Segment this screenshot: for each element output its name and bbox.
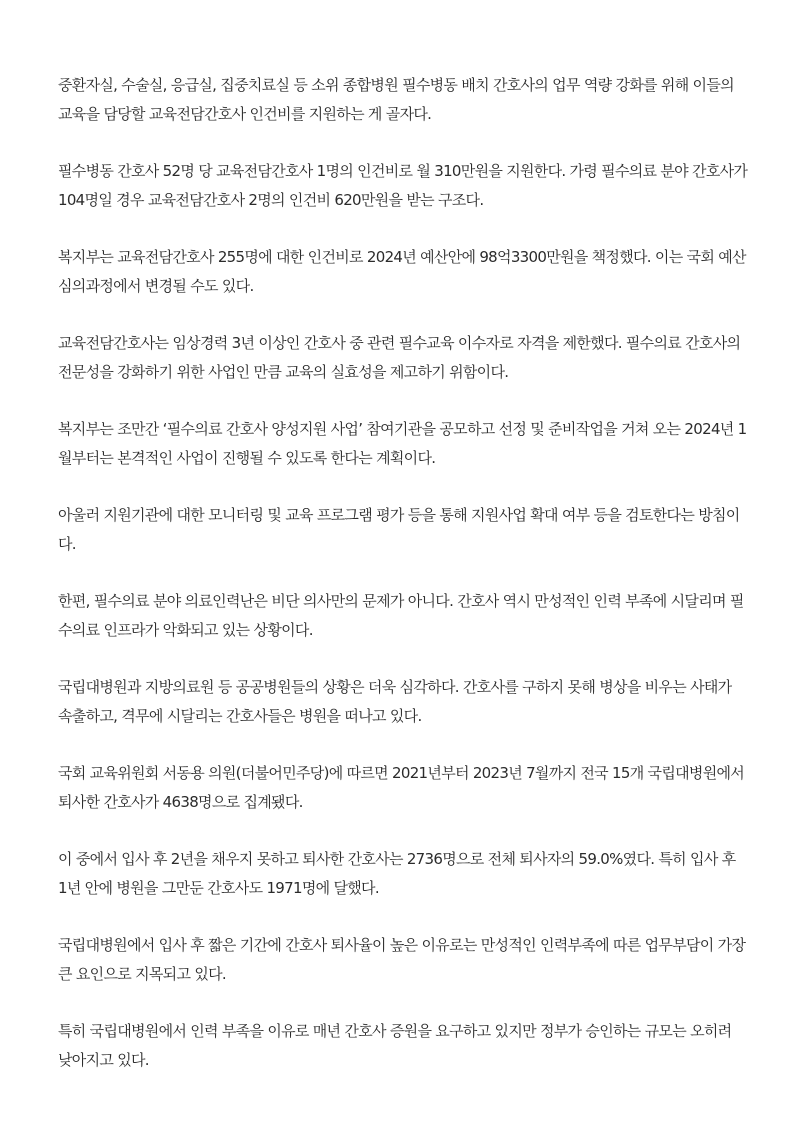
article-paragraph: 교육전담간호사는 임상경력 3년 이상인 간호사 중 관련 필수교육 이수자로 자격을 제한했다. 필수의료 간호사의 전문성을 강화하기 위한 사업인 만큼 교육의 실효성을 제고하기 위함이다. — [58, 334, 741, 381]
article-paragraph: 국립대병원에서 입사 후 짧은 기간에 간호사 퇴사율이 높은 이유로는 만성적인 인력부족에 따른 업무부담이 가장 큰 요인으로 지목되고 있다. — [58, 936, 746, 983]
article-paragraph: 중환자실, 수술실, 응급실, 집중치료실 등 소위 종합병원 필수병동 배치 간호사의 업무 역량 강화를 위해 이들의 교육을 담당할 교육전담간호사 인건비를 지원하는 게 골자다. — [58, 76, 734, 123]
article-paragraph: 이 중에서 입사 후 2년을 채우지 못하고 퇴사한 간호사는 2736명으로 전체 퇴사자의 59.0%였다. 특히 입사 후 1년 안에 병원을 그만둔 간호사도 1971명에 달했다. — [58, 850, 736, 897]
article-paragraph: 복지부는 교육전담간호사 255명에 대한 인건비로 2024년 예산안에 98억3300만원을 책정했다. 이는 국회 예산 심의과정에서 변경될 수도 있다. — [58, 248, 746, 295]
article-body — [58, 71, 748, 1103]
article-paragraph: 아울러 지원기관에 대한 모니터링 및 교육 프로그램 평가 등을 통해 지원사업 확대 여부 등을 검토한다는 방침이다. — [58, 506, 740, 553]
article-paragraph: 특히 국립대병원에서 인력 부족을 이유로 매년 간호사 증원을 요구하고 있지만 정부가 승인하는 규모는 오히려 낮아지고 있다. — [58, 1022, 732, 1069]
article-paragraph: 국립대병원과 지방의료원 등 공공병원들의 상황은 더욱 심각하다. 간호사를 구하지 못해 병상을 비우는 사태가 속출하고, 격무에 시달리는 간호사들은 병원을 떠나고 있다. — [58, 678, 732, 725]
article-paragraph: 필수병동 간호사 52명 당 교육전담간호사 1명의 인건비로 월 310만원을 지원한다. 가령 필수의료 분야 간호사가 104명일 경우 교육전담간호사 2명의 인건비 620만원을 받는 구조다. — [58, 162, 748, 209]
article-paragraph: 국회 교육위원회 서동용 의원(더불어민주당)에 따르면 2021년부터 2023년 7월까지 전국 15개 국립대병원에서 퇴사한 간호사가 4638명으로 집계됐다. — [58, 764, 745, 811]
article-paragraph: 복지부는 조만간 ‘필수의료 간호사 양성지원 사업’ 참여기관을 공모하고 선정 및 준비작업을 거쳐 오는 2024년 1월부터는 본격적인 사업이 진행될 수 있도록 한다는 계획이다. — [58, 420, 747, 467]
article-paragraph: 한편, 필수의료 분야 의료인력난은 비단 의사만의 문제가 아니다. 간호사 역시 만성적인 인력 부족에 시달리며 필수의료 인프라가 악화되고 있는 상황이다. — [58, 592, 744, 639]
